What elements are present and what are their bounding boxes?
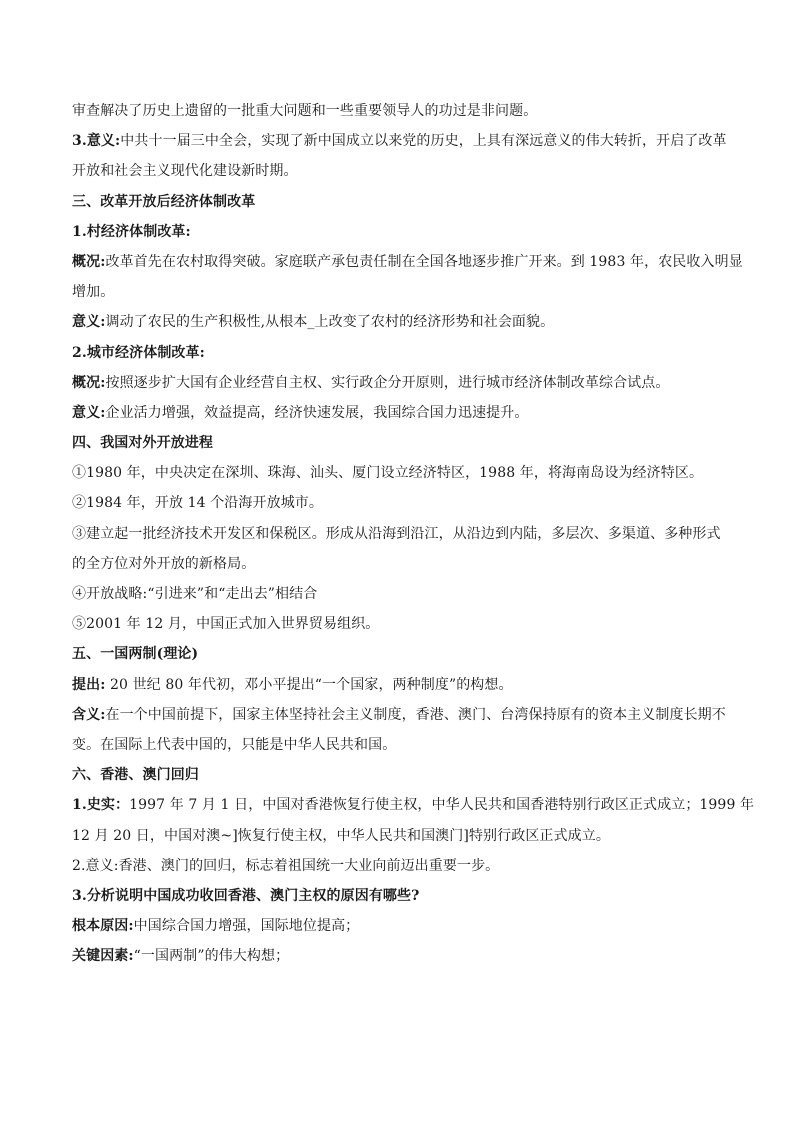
- session-meaning-line: [72, 126, 727, 156]
- session-meaning-continuation: 开放和社会主义现代化建设新时期。: [72, 163, 298, 180]
- return-facts-continuation: 12 月 20 日，中国对澳~]恢复行使主权，中华人民共和国澳门]特别行政区正式成立。: [72, 827, 610, 844]
- urban-overview-line: 概况:按照逐步扩大国有企业经营自主权、实行政企分开原则，进行城市经济体制改革综合试点。: [72, 374, 670, 391]
- opening-item-3-continuation: 的全方位对外开放的新格局。: [72, 555, 256, 572]
- return-key-factor-label: 关键因素:: [72, 948, 134, 965]
- opening-item-2: ②1984 年，开放 14 个沿海开放城市。: [72, 495, 323, 512]
- rural-overview-line: 概况:改革首先在农村取得突破。家庭联产承包责任制在全国各地逐步推广开来。到 1983 年，农民收入明显: [72, 253, 743, 270]
- document-page: [72, 96, 755, 971]
- section-heading-economic-reform: 三、改革开放后经济体制改革: [72, 193, 256, 210]
- paragraph-reexamine: 审查解决了历史上遗留的一批重大问题和一些重要领导人的功过是非问题。: [72, 103, 538, 119]
- urban-meaning-label: 意义:: [72, 404, 106, 421]
- return-key-factor-line: 关键因素:“一国两制”的伟大构想；: [72, 948, 290, 965]
- return-root-cause-line: 根本原因:中国综合国力增强，国际地位提高；: [72, 918, 360, 935]
- return-analysis-heading: 3.分析说明中国成功收回香港、澳门主权的原因有哪些?: [72, 887, 420, 904]
- rural-reform-heading: 1.村经济体制改革:: [72, 223, 191, 240]
- return-facts-line: 1.史实：1997 年 7 月 1 日，中国对香港恢复行使主权，中华人民共和国香港特别行政区正式成立；1999 年: [72, 797, 755, 814]
- section-heading-one-country-two-systems: 五、一国两制(理论): [72, 646, 199, 663]
- session-meaning-text: 中共十一届三中全会，实现了新中国成立以来党的历史，上具有深远意义的伟大转折，开启了改革: [120, 133, 727, 150]
- octs-proposal-label: 提出:: [72, 676, 106, 693]
- section-heading-opening-up: 四、我国对外开放进程: [72, 435, 213, 452]
- opening-item-5: ⑤2001 年 12 月，中国正式加入世界贸易组织。: [72, 616, 380, 633]
- opening-item-1: ①1980 年，中央决定在深圳、珠海、汕头、厦门设立经济特区，1988 年，将海南岛设为经济特区。: [72, 465, 704, 482]
- octs-meaning-line: 含义:在一个中国前提下，国家主体坚持社会主义制度，香港、澳门、台湾保持原有的资本主义制度长期不: [72, 706, 726, 723]
- opening-item-3: ③建立起一批经济技术开发区和保税区。形成从沿海到沿江，从沿边到内陆，多层次、多渠道、多种形式: [72, 525, 721, 542]
- urban-meaning-line: 意义:企业活力增强，效益提高，经济快速发展，我国综合国力迅速提升。: [72, 404, 529, 421]
- octs-proposal-line: 提出: 20 世纪 80 年代初，邓小平提出“一个国家，两种制度”的构想。: [72, 676, 513, 693]
- section-heading-hk-macao-return: 六、香港、澳门回归: [72, 767, 199, 784]
- octs-meaning-label: 含义:: [72, 706, 106, 723]
- urban-reform-heading: 2.城市经济体制改革:: [72, 344, 205, 361]
- return-root-cause-label: 根本原因:: [72, 918, 134, 935]
- session-meaning-label: 3.意义:: [72, 133, 121, 150]
- rural-overview-label: 概况:: [72, 253, 106, 270]
- opening-item-4: ④开放战略:“引进来”和“走出去”相结合: [72, 586, 318, 602]
- rural-meaning-line: 意义:调动了农民的生产积极性,从根本_上改变了农村的经济形势和社会面貌。: [72, 314, 555, 331]
- return-meaning-line: 2.意义:香港、澳门的回归，标志着祖国统一大业向前迈出重要一步。: [72, 857, 500, 874]
- octs-meaning-continuation: 变。在国际上代表中国的，只能是中华人民共和国。: [72, 736, 397, 753]
- rural-overview-continuation: 增加。: [72, 284, 115, 301]
- rural-meaning-label: 意义:: [72, 314, 106, 331]
- return-facts-label: 1.史实：: [72, 797, 130, 814]
- urban-overview-label: 概况:: [72, 374, 106, 391]
